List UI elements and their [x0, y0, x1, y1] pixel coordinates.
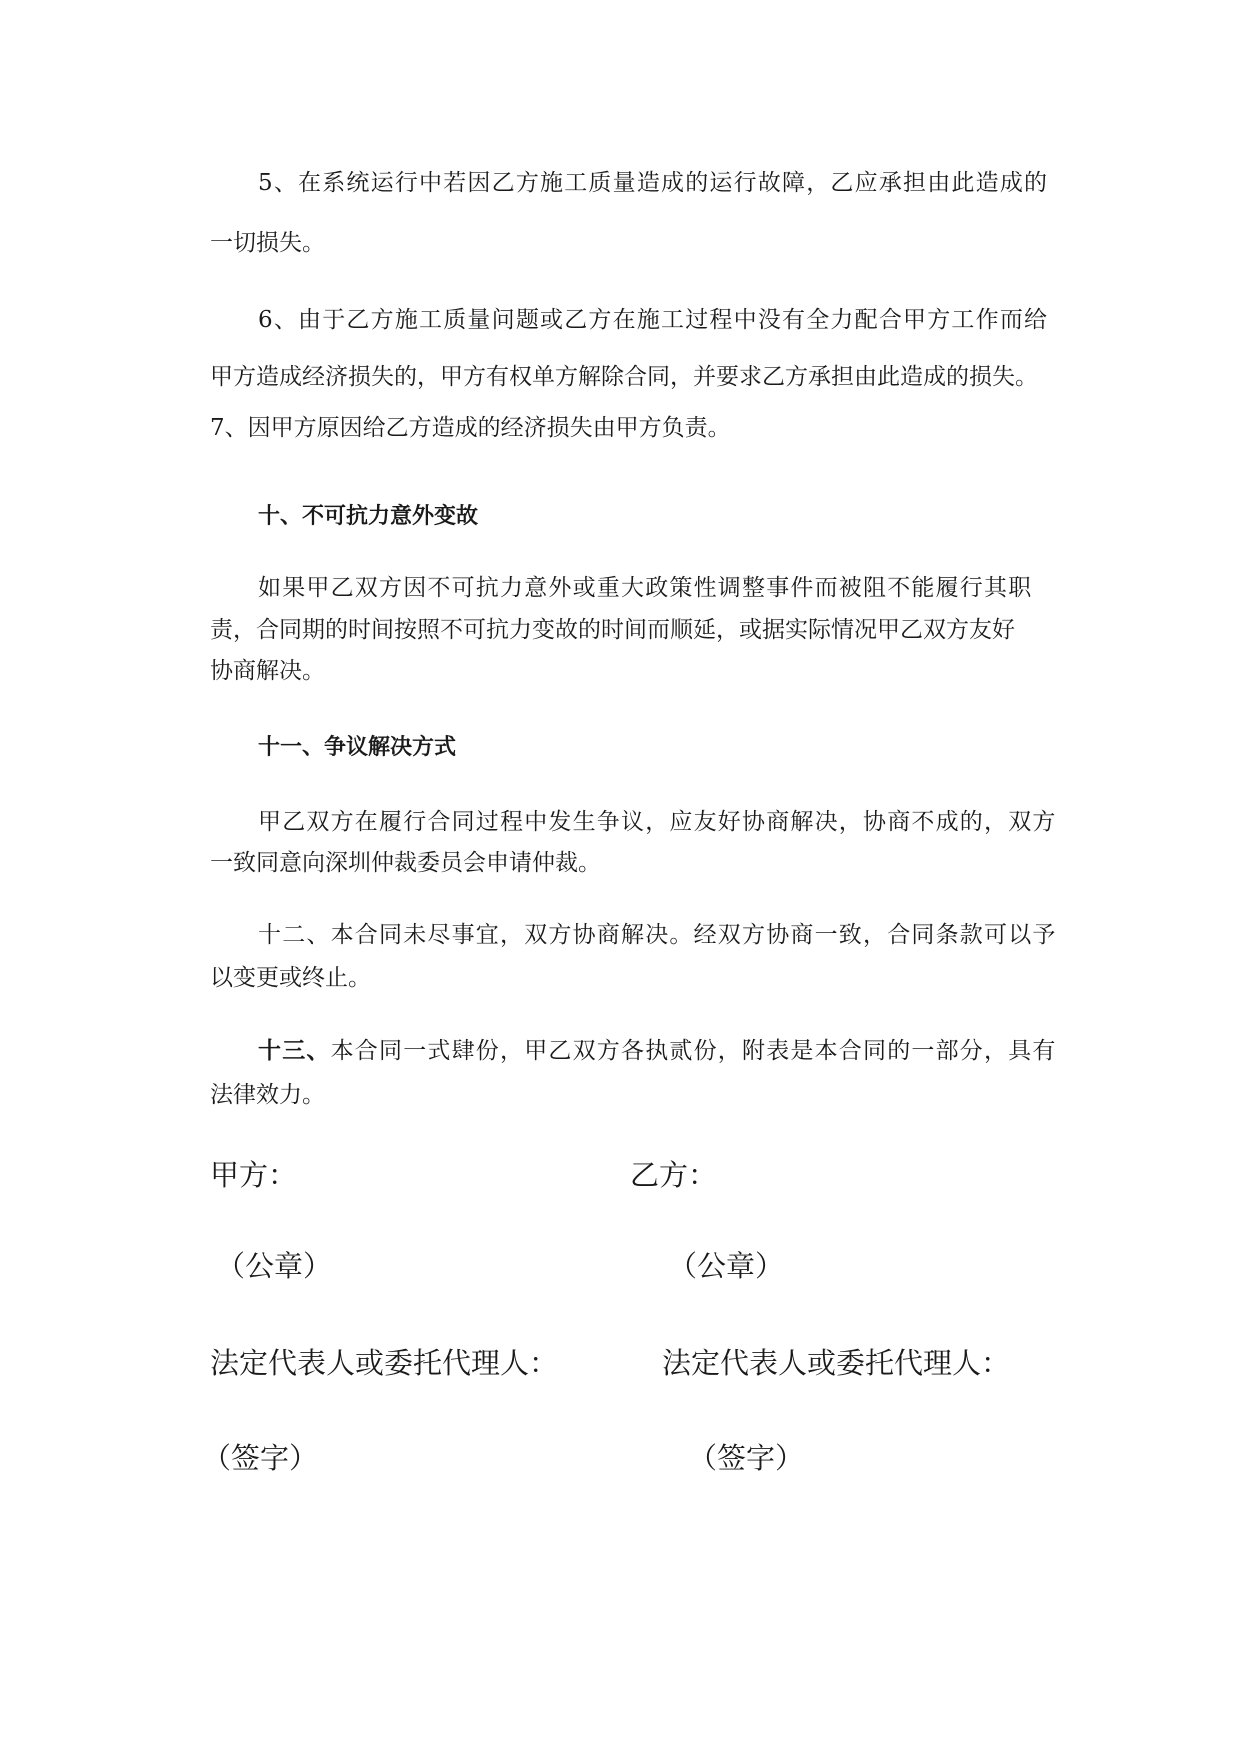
section-12-line-2: 以变更或终止。 — [210, 965, 371, 991]
party-a-sign: （签字） — [202, 1441, 319, 1475]
clause-5-line-2: 一切损失。 — [210, 230, 325, 256]
section-12-line-1: 十二、本合同未尽事宜，双方协商解决。经双方协商一致，合同条款可以予 — [258, 922, 1057, 948]
party-b-rep-label: 法定代表人或委托代理人： — [662, 1346, 1011, 1380]
section-11-line-1: 甲乙双方在履行合同过程中发生争议，应友好协商解决，协商不成的，双方 — [258, 809, 1057, 835]
section-13-line-1 — [258, 1036, 1057, 1066]
party-a-seal: （公章） — [216, 1249, 333, 1283]
section-11-line-2: 一致同意向深圳仲裁委员会申请仲裁。 — [210, 850, 601, 876]
section-13-label: 十三、 — [258, 1037, 331, 1064]
party-b-sign: （签字） — [688, 1441, 805, 1475]
section-11-heading: 十一、争议解决方式 — [258, 735, 457, 760]
section-10-line-1: 如果甲乙双方因不可抗力意外或重大政策性调整事件而被阻不能履行其职 — [258, 575, 1033, 601]
clause-6-line-2: 甲方造成经济损失的，甲方有权单方解除合同，并要求乙方承担由此造成的损失。 — [210, 364, 1038, 390]
section-13-line-2: 法律效力。 — [210, 1082, 325, 1108]
clause-7-line-1: 7、因甲方原因给乙方造成的经济损失由甲方负责。 — [210, 415, 731, 441]
section-10-line-3: 协商解决。 — [210, 658, 325, 684]
section-13-text: 本合同一式肆份，甲乙双方各执贰份，附表是本合同的一部分，具有 — [330, 1038, 1057, 1064]
section-10-heading: 十、不可抗力意外变故 — [258, 504, 479, 529]
party-b-seal: （公章） — [668, 1249, 785, 1283]
party-a-rep-label: 法定代表人或委托代理人： — [210, 1346, 559, 1380]
party-b-label: 乙方： — [630, 1158, 718, 1192]
clause-5-line-1: 5、在系统运行中若因乙方施工质量造成的运行故障，乙应承担由此造成的 — [258, 170, 1049, 196]
section-10-line-2: 责，合同期的时间按照不可抗力变故的时间而顺延，或据实际情况甲乙双方友好 — [210, 617, 1015, 643]
clause-6-line-1: 6、由于乙方施工质量问题或乙方在施工过程中没有全力配合甲方工作而给 — [258, 307, 1049, 333]
party-a-label: 甲方： — [210, 1158, 298, 1192]
